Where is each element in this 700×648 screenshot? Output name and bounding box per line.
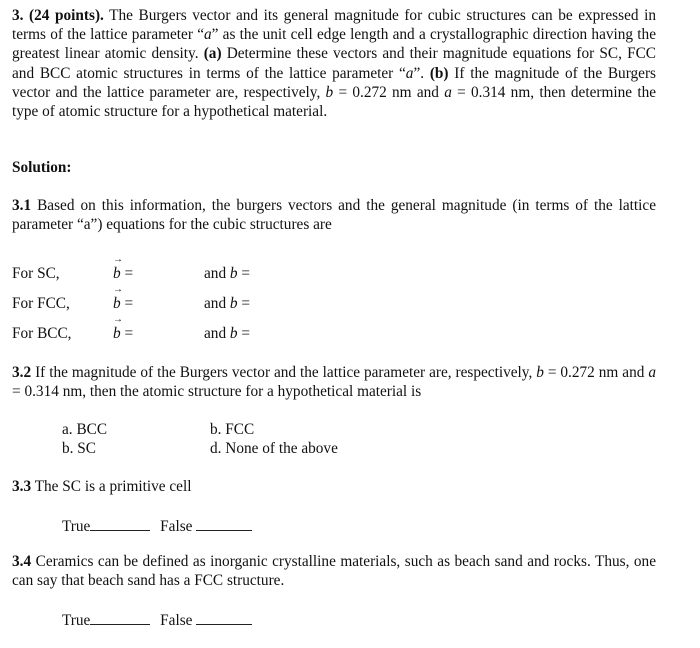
burgers-vector-symbol: → b	[113, 254, 123, 282]
vector-arrow-icon: →	[113, 284, 123, 295]
burgers-vector-symbol: → b	[113, 314, 123, 342]
b-value: 0.272 nm	[352, 83, 412, 101]
row-bcc-label: For BCC,	[12, 325, 72, 342]
false-label: False	[160, 518, 193, 535]
burgers-var: b	[536, 364, 544, 381]
lattice-var-3: a	[444, 83, 452, 101]
question-number: 3.	[12, 7, 24, 24]
true-label: True	[62, 518, 91, 535]
a-value: 0.314 nm	[24, 383, 83, 401]
eq-sign: =	[333, 83, 353, 101]
question-points: (24 points).	[29, 7, 104, 24]
true-false-3-3	[62, 515, 252, 536]
lattice-var: a	[648, 364, 656, 381]
true-blank-3-3[interactable]	[90, 515, 150, 531]
row-fcc-vector: → b =	[113, 284, 134, 312]
section-3-2-label: 3.2	[12, 364, 32, 381]
row-sc-vector: → b =	[113, 254, 134, 282]
question-intro-mid: ” as the unit cell edge length and a crystallographic direction having the greatest linear atomic density.	[12, 26, 656, 63]
section-3-4-label: 3.4	[12, 553, 32, 570]
true-blank-3-4[interactable]	[90, 609, 150, 625]
part-b-text-2: , then determine the type of atomic structure for a hypothetical material.	[12, 83, 657, 121]
row-fcc-magnitude: and b =	[204, 295, 251, 312]
section-3-4-text: 3.4 Ceramics can be defined as inorganic crystalline materials, such as beach sand and rocks. Thus, one can say that beach sand has a FCC structure.	[12, 553, 656, 590]
section-3-2-text: 3.2 If the magnitude of the Burgers vector and the lattice parameter are, respectively, b = 0.272 nm and a = 0.314 nm, then the atomic structure for a hypothetical material is	[12, 364, 656, 401]
option-b-fcc[interactable]: b. FCC	[210, 421, 255, 438]
a-value: 0.314 nm	[471, 83, 531, 101]
eq-sign-2: =	[451, 83, 471, 101]
row-sc-label: For SC,	[12, 265, 60, 282]
part-a-text: Determine these vectors and their magnitude equations for SC, FCC and BCC atomic structures in terms of the lattice parameter “	[12, 45, 656, 82]
false-blank-3-4[interactable]	[196, 609, 252, 625]
burgers-var: b	[325, 83, 334, 101]
and-word: and	[416, 83, 439, 101]
vector-arrow-icon: →	[113, 314, 123, 325]
option-d-none[interactable]: d. None of the above	[210, 440, 338, 457]
lattice-var: a	[203, 26, 212, 44]
b-value: 0.272	[560, 364, 595, 381]
part-b-label: (b)	[429, 64, 449, 82]
solution-heading: Solution:	[12, 159, 72, 176]
row-bcc-vector: → b =	[113, 314, 134, 342]
row-sc-magnitude: and b =	[204, 265, 251, 282]
part-a-label: (a)	[203, 45, 222, 63]
false-label: False	[160, 612, 193, 629]
burgers-vector-symbol: → b	[113, 284, 123, 312]
question-paragraph	[12, 6, 656, 121]
option-a-bcc[interactable]: a. BCC	[62, 421, 108, 438]
section-3-1-body: Based on this information, the burgers vectors and the general magnitude (in terms of the lattice parameter “a”) equations for the cubic structures are	[12, 197, 656, 234]
part-a-end: ”.	[413, 64, 425, 82]
row-bcc-magnitude: and b =	[204, 325, 251, 342]
section-3-3-text: 3.3 The SC is a primitive cell	[12, 478, 192, 495]
lattice-var-2: a	[405, 64, 414, 82]
section-3-1-label: 3.1	[12, 197, 32, 214]
option-c-sc[interactable]: b. SC	[62, 440, 97, 457]
false-blank-3-3[interactable]	[196, 515, 252, 531]
true-label: True	[62, 612, 91, 629]
vector-arrow-icon: →	[113, 254, 123, 265]
part-b-text: If the magnitude of the Burgers vector and the lattice parameter are, respectively,	[12, 64, 657, 101]
true-false-3-4	[62, 609, 252, 630]
question-intro: The Burgers vector and its general magnitude for cubic structures can be expressed in terms of the lattice parameter “	[12, 7, 656, 44]
section-3-3-label: 3.3	[12, 478, 32, 495]
row-fcc-label: For FCC,	[12, 295, 70, 312]
section-3-1-text	[12, 196, 656, 234]
